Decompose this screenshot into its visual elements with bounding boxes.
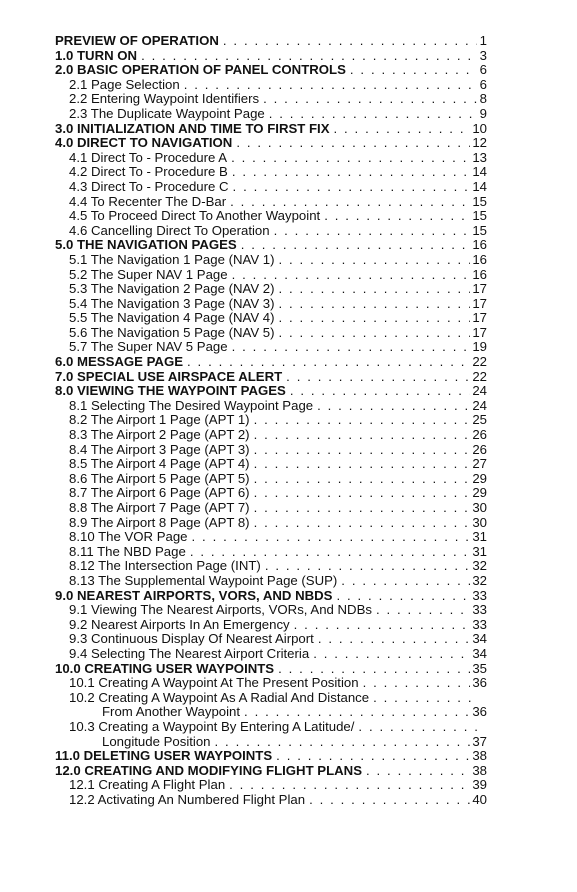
- toc-entry: [55, 574, 487, 589]
- dot-leader: [286, 370, 470, 385]
- toc-entry-title: 9.3 Continuous Display Of Nearest Airport: [69, 631, 314, 647]
- toc-entry-title: 8.12 The Intersection Page (INT): [69, 558, 261, 574]
- toc-entry: [55, 49, 487, 64]
- toc-entry-title: 10.3 Creating a Waypoint By Entering A Latitude/: [69, 718, 355, 734]
- toc-entry-title: 8.11 The NBD Page: [69, 543, 186, 559]
- toc-entry-page-number: 24: [472, 383, 487, 399]
- toc-entry-page-number: 17: [472, 295, 487, 311]
- toc-entry: [55, 326, 487, 341]
- toc-entry-page-number: 35: [472, 660, 487, 676]
- toc-entry-page-number: 15: [472, 222, 487, 238]
- toc-entry-title: 2.0 BASIC OPERATION OF PANEL CONTROLS: [55, 62, 346, 78]
- toc-entry: [55, 34, 487, 49]
- toc-entry: [55, 705, 487, 720]
- toc-entry: [55, 209, 487, 224]
- toc-entry-page-number: 33: [472, 616, 487, 632]
- toc-entry-title: PREVIEW OF OPERATION: [55, 33, 219, 48]
- dot-leader: [241, 238, 471, 253]
- toc-entry-page-number: 32: [472, 572, 487, 588]
- toc-entry: [55, 647, 487, 662]
- toc-entry: [55, 603, 487, 618]
- toc-entry-title: 8.7 The Airport 6 Page (APT 6): [69, 485, 250, 501]
- toc-entry-page-number: 33: [472, 587, 487, 603]
- toc-entry-page-number: 25: [472, 412, 487, 428]
- dot-leader: [232, 340, 471, 355]
- toc-entry: [55, 472, 487, 487]
- toc-entry-page-number: 36: [472, 704, 487, 720]
- toc-entry-title: 5.3 The Navigation 2 Page (NAV 2): [69, 281, 275, 297]
- dot-leader: [373, 691, 477, 706]
- toc-entry-title: 5.7 The Super NAV 5 Page: [69, 339, 228, 355]
- toc-entry: [55, 662, 487, 677]
- toc-entry-page-number: 16: [472, 266, 487, 282]
- toc-entry-page-number: 32: [472, 558, 487, 574]
- toc-entry-page-number: 16: [472, 237, 487, 253]
- toc-entry: [55, 78, 487, 93]
- toc-entry-page-number: 33: [472, 602, 487, 618]
- toc-entry: [55, 778, 487, 793]
- toc-entry-title: 8.0 VIEWING THE WAYPOINT PAGES: [55, 383, 286, 399]
- dot-leader: [279, 253, 471, 268]
- toc-entry-title: 2.2 Entering Waypoint Identifiers: [69, 91, 260, 107]
- toc-entry-title: 4.3 Direct To - Procedure C: [69, 178, 229, 194]
- dot-leader: [317, 399, 470, 414]
- toc-entry-title: 8.4 The Airport 3 Page (APT 3): [69, 441, 250, 457]
- toc-entry: [55, 589, 487, 604]
- dot-leader: [233, 180, 471, 195]
- toc-entry-title: 4.1 Direct To - Procedure A: [69, 149, 228, 165]
- toc-entry-page-number: 17: [472, 281, 487, 297]
- toc-entry-page-number: 9: [479, 105, 487, 121]
- toc-entry: [55, 545, 487, 560]
- toc-entry-page-number: 39: [472, 777, 487, 793]
- dot-leader: [229, 778, 470, 793]
- dot-leader: [254, 472, 471, 487]
- toc-entry-title: 8.13 The Supplemental Waypoint Page (SUP): [69, 572, 338, 588]
- toc-entry-page-number: 29: [472, 485, 487, 501]
- dot-leader: [254, 486, 471, 501]
- toc-entry-title: 5.2 The Super NAV 1 Page: [69, 266, 228, 282]
- toc-entry: [55, 749, 487, 764]
- dot-leader: [215, 735, 471, 750]
- toc-entry: [55, 63, 487, 78]
- toc-entry-title: 5.1 The Navigation 1 Page (NAV 1): [69, 251, 275, 267]
- dot-leader: [279, 326, 471, 341]
- toc-entry-title: 8.2 The Airport 1 Page (APT 1): [69, 412, 250, 428]
- toc-entry-page-number: 38: [472, 748, 487, 764]
- toc-entry-page-number: 36: [472, 675, 487, 691]
- toc-entry-page-number: 38: [472, 762, 487, 778]
- toc-entry-page-number: 14: [472, 178, 487, 194]
- dot-leader: [223, 34, 477, 49]
- toc-entry-title: 8.6 The Airport 5 Page (APT 5): [69, 470, 250, 486]
- dot-leader: [334, 122, 471, 137]
- dot-leader: [254, 413, 471, 428]
- dot-leader: [294, 618, 471, 633]
- toc-entry-title: 12.2 Activating An Numbered Flight Plan: [69, 791, 306, 807]
- toc-entry: [55, 165, 487, 180]
- toc-entry-page-number: 10: [472, 120, 487, 136]
- dot-leader: [236, 136, 470, 151]
- toc-entry: [55, 340, 487, 355]
- toc-entry-page-number: 26: [472, 441, 487, 457]
- toc-entry-page-number: 6: [479, 76, 487, 92]
- toc-entry-title: 9.2 Nearest Airports In An Emergency: [69, 616, 290, 632]
- toc-entry-title: 10.2 Creating A Waypoint As A Radial And Distance: [69, 689, 370, 705]
- toc-entry: [55, 122, 487, 137]
- toc-entry-title: 8.9 The Airport 8 Page (APT 8): [69, 514, 250, 530]
- dot-leader: [341, 574, 470, 589]
- dot-leader: [279, 297, 471, 312]
- dot-leader: [350, 63, 477, 78]
- toc-entry-title: 12.0 CREATING AND MODIFYING FLIGHT PLANS: [55, 762, 362, 778]
- dot-leader: [278, 662, 470, 677]
- dot-leader: [230, 195, 470, 210]
- toc-entry: [55, 297, 487, 312]
- dot-leader: [276, 749, 470, 764]
- dot-leader: [192, 530, 471, 545]
- toc-entry-page-number: 27: [472, 456, 487, 472]
- toc-entry-page-number: 15: [472, 208, 487, 224]
- toc-entry-page-number: 12: [472, 135, 487, 151]
- toc-entry-title: 4.2 Direct To - Procedure B: [69, 164, 228, 180]
- toc-entry-page-number: 17: [472, 310, 487, 326]
- toc-entry-page-number: 19: [472, 339, 487, 355]
- toc-entry: [55, 384, 487, 399]
- toc-entry-title: 4.0 DIRECT TO NAVIGATION: [55, 135, 233, 151]
- toc-entry-title: 8.8 The Airport 7 Page (APT 7): [69, 500, 250, 515]
- dot-leader: [279, 282, 471, 297]
- dot-leader: [232, 268, 471, 283]
- toc-entry-page-number: 29: [472, 470, 487, 486]
- toc-entry-title: 8.10 The VOR Page: [69, 529, 188, 545]
- toc-entry-title: 1.0 TURN ON: [55, 47, 138, 63]
- toc-entry-title: 8.1 Selecting The Desired Waypoint Page: [69, 397, 314, 413]
- toc-entry-title: 4.6 Cancelling Direct To Operation: [69, 222, 270, 238]
- toc-entry-title: 9.4 Selecting The Nearest Airport Criteria: [69, 645, 310, 661]
- toc-entry: [55, 486, 487, 501]
- toc-entry-page-number: 17: [472, 324, 487, 340]
- toc-entry-page-number: 40: [472, 791, 487, 807]
- toc-entry-page-number: 14: [472, 164, 487, 180]
- dot-leader: [336, 589, 470, 604]
- toc-entry: [55, 253, 487, 268]
- dot-leader: [269, 107, 477, 122]
- toc-entry-title: 2.3 The Duplicate Waypoint Page: [69, 105, 265, 121]
- dot-leader: [254, 516, 471, 531]
- toc-entry-page-number: 6: [479, 62, 487, 78]
- toc-entry-page-number: 37: [472, 733, 487, 749]
- dot-leader: [254, 501, 471, 516]
- toc-entry-page-number: 3: [479, 47, 487, 63]
- dot-leader: [366, 764, 470, 779]
- dot-leader: [184, 78, 477, 93]
- toc-entry-title: 5.5 The Navigation 4 Page (NAV 4): [69, 310, 275, 326]
- toc-entry-title: 9.1 Viewing The Nearest Airports, VORs, And NDBs: [69, 602, 372, 618]
- toc-entry-title: 7.0 SPECIAL USE AIRSPACE ALERT: [55, 368, 283, 384]
- toc-entry: [55, 457, 487, 472]
- toc-entry-title: 8.3 The Airport 2 Page (APT 2): [69, 427, 250, 443]
- dot-leader: [263, 92, 477, 107]
- toc-entry: [55, 195, 487, 210]
- toc-entry: [55, 559, 487, 574]
- dot-leader: [231, 151, 470, 166]
- toc-entry: [55, 618, 487, 633]
- toc-entry-page-number: 15: [472, 193, 487, 209]
- toc-entry-page-number: 16: [472, 251, 487, 267]
- toc-entry-page-number: 26: [472, 427, 487, 443]
- toc-entry-page-number: 8: [479, 91, 487, 107]
- toc-entry: [55, 180, 487, 195]
- toc-entry-title: 5.4 The Navigation 3 Page (NAV 3): [69, 295, 275, 311]
- toc-entry: [55, 413, 487, 428]
- toc-entry-page-number: 34: [472, 631, 487, 647]
- toc-entry: [55, 501, 487, 516]
- dot-leader: [244, 705, 470, 720]
- dot-leader: [363, 676, 471, 691]
- dot-leader: [358, 720, 477, 735]
- toc-entry-page-number: 30: [472, 500, 487, 515]
- toc-entry: [55, 238, 487, 253]
- dot-leader: [313, 647, 470, 662]
- toc-entry-page-number: 22: [472, 368, 487, 384]
- toc-entry-title: From Another Waypoint: [102, 704, 241, 720]
- toc-entry-title: 10.1 Creating A Waypoint At The Present Position: [69, 675, 359, 691]
- dot-leader: [190, 545, 471, 560]
- toc-entry-page-number: 13: [472, 149, 487, 165]
- toc-entry: [55, 282, 487, 297]
- toc-entry-page-number: 31: [472, 529, 487, 545]
- toc-entry: [55, 107, 487, 122]
- toc-entry-page-number: 34: [472, 645, 487, 661]
- dot-leader: [254, 457, 471, 472]
- toc-entry: [55, 764, 487, 779]
- toc-entry-title: Longitude Position: [102, 733, 211, 749]
- toc-entry: [55, 224, 487, 239]
- toc-entry: [55, 516, 487, 531]
- toc-entry: [55, 92, 487, 107]
- toc-entry: [55, 443, 487, 458]
- dot-leader: [254, 428, 471, 443]
- toc-entry: [55, 691, 487, 706]
- dot-leader: [290, 384, 471, 399]
- toc-entry: [55, 136, 487, 151]
- toc-entry: [55, 720, 487, 735]
- table-of-contents: [55, 34, 487, 807]
- dot-leader: [324, 209, 470, 224]
- toc-entry-title: 12.1 Creating A Flight Plan: [69, 777, 226, 793]
- toc-entry-title: 10.0 CREATING USER WAYPOINTS: [55, 660, 275, 676]
- toc-entry: [55, 428, 487, 443]
- dot-leader: [187, 355, 470, 370]
- toc-entry: [55, 735, 487, 750]
- toc-entry: [55, 676, 487, 691]
- toc-entry: [55, 268, 487, 283]
- dot-leader: [274, 224, 471, 239]
- dot-leader: [232, 165, 471, 180]
- dot-leader: [318, 632, 471, 647]
- toc-entry-title: 2.1 Page Selection: [69, 76, 180, 92]
- toc-entry-title: 8.5 The Airport 4 Page (APT 4): [69, 456, 250, 472]
- toc-entry: [55, 530, 487, 545]
- toc-entry: [55, 399, 487, 414]
- toc-entry-title: 6.0 MESSAGE PAGE: [55, 354, 184, 370]
- toc-entry-page-number: 31: [472, 543, 487, 559]
- toc-entry-title: 5.0 THE NAVIGATION PAGES: [55, 237, 237, 253]
- toc-entry: [55, 311, 487, 326]
- toc-entry-page-number: 30: [472, 514, 487, 530]
- toc-entry: [55, 355, 487, 370]
- toc-entry: [55, 370, 487, 385]
- toc-entry-title: 3.0 INITIALIZATION AND TIME TO FIRST FIX: [55, 120, 330, 136]
- toc-entry: [55, 632, 487, 647]
- toc-entry-page-number: 24: [472, 397, 487, 413]
- dot-leader: [309, 793, 470, 808]
- dot-leader: [141, 49, 477, 64]
- toc-entry-page-number: 1: [479, 33, 487, 48]
- toc-entry-title: 11.0 DELETING USER WAYPOINTS: [55, 748, 273, 764]
- toc-entry-page-number: 22: [472, 354, 487, 370]
- toc-entry-title: 9.0 NEAREST AIRPORTS, VORS, AND NBDS: [55, 587, 333, 603]
- toc-entry-title: 4.4 To Recenter The D-Bar: [69, 193, 227, 209]
- dot-leader: [376, 603, 470, 618]
- toc-entry-title: 4.5 To Proceed Direct To Another Waypoint: [69, 208, 321, 224]
- toc-entry: [55, 793, 487, 808]
- toc-entry: [55, 151, 487, 166]
- dot-leader: [279, 311, 471, 326]
- toc-entry-title: 5.6 The Navigation 5 Page (NAV 5): [69, 324, 275, 340]
- dot-leader: [265, 559, 471, 574]
- dot-leader: [254, 443, 471, 458]
